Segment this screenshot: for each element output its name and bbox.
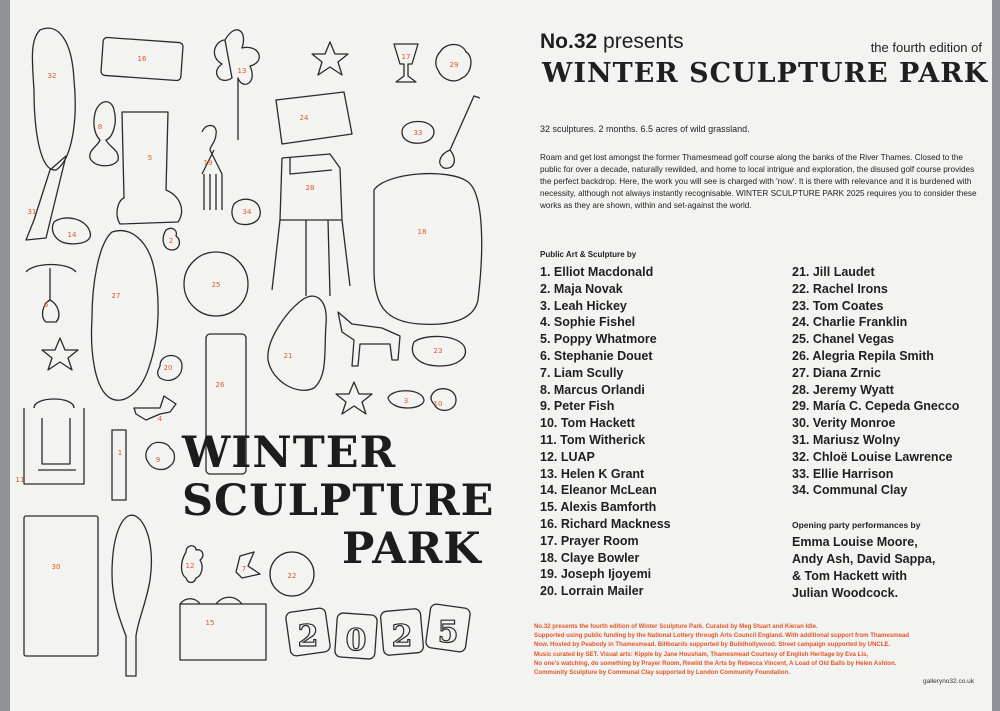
artist-item: 16. Richard Mackness xyxy=(540,516,671,531)
sculpture-number: 34 xyxy=(242,208,252,216)
sculpture-number: 7 xyxy=(241,565,247,573)
artist-item: 15. Alexis Bamforth xyxy=(540,500,657,515)
sculpture-outline-11 xyxy=(24,399,84,484)
sculpture-number: 17 xyxy=(401,53,411,61)
artist-item: 29. María C. Cepeda Gnecco xyxy=(792,399,960,414)
sculpture-outline-15 xyxy=(180,597,266,660)
map-title-line: PARK xyxy=(342,524,482,574)
artist-item: 9. Peter Fish xyxy=(540,399,615,414)
sculpture-outline-6 xyxy=(26,265,76,323)
artist-item: 28. Jeremy Wyatt xyxy=(792,382,894,397)
sculpture-number: 28 xyxy=(305,184,315,192)
map-title-line: SCULPTURE xyxy=(182,476,495,526)
map-title-line: WINTER xyxy=(182,428,397,478)
sculpture-number: 33 xyxy=(413,129,423,137)
sculpture-outline-21 xyxy=(268,296,326,390)
performer-line: Julian Woodcock. xyxy=(792,586,899,600)
artists-column-2 xyxy=(792,264,959,499)
sculpture-number: 30 xyxy=(51,563,61,571)
website-link[interactable]: galleryno32.co.uk xyxy=(923,678,974,685)
header-title: WINTER SCULPTURE PARK xyxy=(542,58,989,89)
year-tile-digit: 2 xyxy=(391,619,413,654)
credits-line: Music curated by SET. Visual arts: Kipple by Jane Housham, Thamesmead Courtesy of English Heritage by Eva Lis, xyxy=(534,650,869,658)
artist-item: 23. Tom Coates xyxy=(792,298,884,313)
sculpture-outline-5 xyxy=(117,112,182,224)
sculpture-number: 10 xyxy=(433,400,443,408)
credits-line: Supported using public funding by the National Lottery through Arts Council England. With additional support from Thamesmead xyxy=(534,632,910,640)
sculpture-number: 25 xyxy=(211,281,221,289)
header-presenter xyxy=(540,30,684,54)
sculpture-outline-7 xyxy=(236,552,260,578)
artist-item: 19. Joseph Ijoyemi xyxy=(540,567,652,582)
sculpture-outline-tree xyxy=(112,515,151,676)
artist-item: 13. Helen K Grant xyxy=(540,466,645,481)
sculpture-outline-4 xyxy=(134,396,176,420)
sculpture-outline-18 xyxy=(374,174,482,325)
info-panel xyxy=(520,0,992,711)
artist-item: 8. Marcus Orlandi xyxy=(540,382,645,397)
sculpture-map xyxy=(10,0,510,711)
artist-item: 6. Stephanie Douet xyxy=(540,348,653,363)
sculpture-outline-star-top xyxy=(312,42,348,75)
sculpture-number: 32 xyxy=(47,72,57,80)
intro-paragraph: Roam and get lost amongst the former Thamesmead golf course along the banks of the River Thames. Closed to the public for over a decade, naturally rewilded, and home to local intrigue and exploration, the disused golf course provides the perfect backdrop. Here, the work you will see is charged with 'now'. It is there with relevance and it is burdened with necessity, although not always instantly recognisable. WINTER SCULPTURE PARK 2025 requires you to consider these works as they are shown, within and set-against the world. xyxy=(540,153,977,210)
artist-item: 27. Diana Zrnic xyxy=(792,365,881,380)
sculpture-outline-star-low xyxy=(336,382,372,414)
sculpture-outline-13 xyxy=(214,30,259,140)
year-tile-digit: 5 xyxy=(437,615,459,650)
artist-item: 11. Tom Witherick xyxy=(540,432,646,447)
artists-column-1 xyxy=(540,264,671,600)
sculpture-number: 1 xyxy=(117,449,123,457)
performances-heading: Opening party performances by xyxy=(792,520,921,530)
sculpture-outline-17 xyxy=(394,44,418,82)
artist-item: 5. Poppy Whatmore xyxy=(540,332,657,347)
sculpture-outline-28 xyxy=(272,154,350,296)
sculpture-outline-8 xyxy=(90,102,119,166)
credits-block xyxy=(534,622,992,677)
artist-item: 22. Rachel Irons xyxy=(792,281,888,296)
sculpture-number: 4 xyxy=(157,415,163,423)
sculpture-number: 20 xyxy=(163,364,173,372)
sculpture-outline-30 xyxy=(24,516,98,656)
header-edition: the fourth edition of xyxy=(870,40,982,55)
artist-item: 4. Sophie Fishel xyxy=(540,315,636,330)
artist-item: 18. Claye Bowler xyxy=(540,550,640,565)
poster-sheet xyxy=(10,0,992,711)
sculpture-number: 14 xyxy=(67,231,77,239)
performer-line: Emma Louise Moore, xyxy=(792,535,918,549)
artists-heading: Public Art & Sculpture by xyxy=(540,250,637,259)
credits-line: No.32 presents the fourth edition of Winter Sculpture Park. Curated by Meg Stuart and Kieran Idle. xyxy=(534,623,818,630)
artist-item: 31. Mariusz Wolny xyxy=(792,432,901,447)
artist-item: 17. Prayer Room xyxy=(540,533,639,548)
sculpture-number: 23 xyxy=(433,347,443,355)
artist-item: 12. LUAP xyxy=(540,449,595,464)
credits-line: No one's watching, do something by Prayer Room, Rewild the Arts by Rebecca Vincent, A Load of Old Balls by Helen Ashton. xyxy=(534,659,897,667)
artist-item: 26. Alegria Repila Smith xyxy=(792,348,934,363)
sculpture-number: 22 xyxy=(287,572,297,580)
sculpture-number: 29 xyxy=(449,61,459,69)
sculpture-number: 12 xyxy=(185,562,195,570)
artist-item: 3. Leah Hickey xyxy=(540,298,627,313)
credits-line: Now. Hosted by Peabody in Thamesmead. Billboards supported by Buildhollywood. Street campaign supported by UNCLE. xyxy=(534,641,891,649)
artist-item: 7. Liam Scully xyxy=(540,365,624,380)
sculpture-number: 24 xyxy=(299,114,309,122)
sculpture-number: 9 xyxy=(155,456,161,464)
sculpture-number: 31 xyxy=(27,208,37,216)
performer-line: & Tom Hackett with xyxy=(792,569,908,583)
sculpture-number: 5 xyxy=(147,154,153,162)
artist-item: 2. Maja Novak xyxy=(540,281,623,296)
sculpture-number: 6 xyxy=(43,301,49,309)
year-tile-digit: 2 xyxy=(297,619,319,654)
artist-item: 32. Chloë Louise Lawrence xyxy=(792,449,953,464)
year-tile-digit: 0 xyxy=(345,623,367,658)
sculpture-number: 19 xyxy=(203,159,213,167)
artist-item: 25. Chanel Vegas xyxy=(792,332,895,347)
artist-item: 1. Elliot Macdonald xyxy=(540,265,654,279)
artist-item: 21. Jill Laudet xyxy=(792,265,875,279)
artist-item: 24. Charlie Franklin xyxy=(792,315,908,330)
sculpture-number: 26 xyxy=(215,381,225,389)
header-presents: presents xyxy=(603,30,684,53)
artist-item: 33. Ellie Harrison xyxy=(792,466,894,481)
artist-item: 20. Lorrain Mailer xyxy=(540,584,644,599)
sculpture-outline-24 xyxy=(276,92,352,144)
artist-item: 10. Tom Hackett xyxy=(540,416,635,431)
sculpture-number: 13 xyxy=(237,67,247,75)
sculpture-outline-27 xyxy=(92,231,159,401)
artist-item: 34. Communal Clay xyxy=(792,483,908,498)
sculpture-number: 18 xyxy=(417,228,427,236)
sculpture-outline-31 xyxy=(26,156,66,240)
sculpture-number: 11 xyxy=(15,476,25,484)
sculpture-outline-star-mid xyxy=(42,338,78,370)
credits-line: Community Sculpture by Communal Clay supported by London Community Foundation. xyxy=(534,669,790,677)
performer-line: Andy Ash, David Sappa, xyxy=(792,552,936,566)
sculpture-outline-1 xyxy=(112,430,126,500)
sculpture-number: 27 xyxy=(111,292,121,300)
sculpture-number: 3 xyxy=(403,397,409,405)
sculpture-outline-32 xyxy=(32,28,75,170)
sculpture-number: 15 xyxy=(205,619,215,627)
sculpture-outline-horse xyxy=(338,312,400,366)
sculpture-number: 8 xyxy=(97,123,103,131)
sculpture-number: 16 xyxy=(137,55,147,63)
sculpture-number: 21 xyxy=(283,352,293,360)
artist-item: 30. Verity Monroe xyxy=(792,416,896,431)
sculpture-number: 2 xyxy=(168,237,174,245)
tagline: 32 sculptures. 2 months. 6.5 acres of wild grassland. xyxy=(540,124,750,134)
artist-item: 14. Eleanor McLean xyxy=(540,483,657,498)
performances-list xyxy=(792,534,935,602)
sculpture-outline-19 xyxy=(202,125,222,210)
header-no32: No.32 xyxy=(540,30,598,53)
